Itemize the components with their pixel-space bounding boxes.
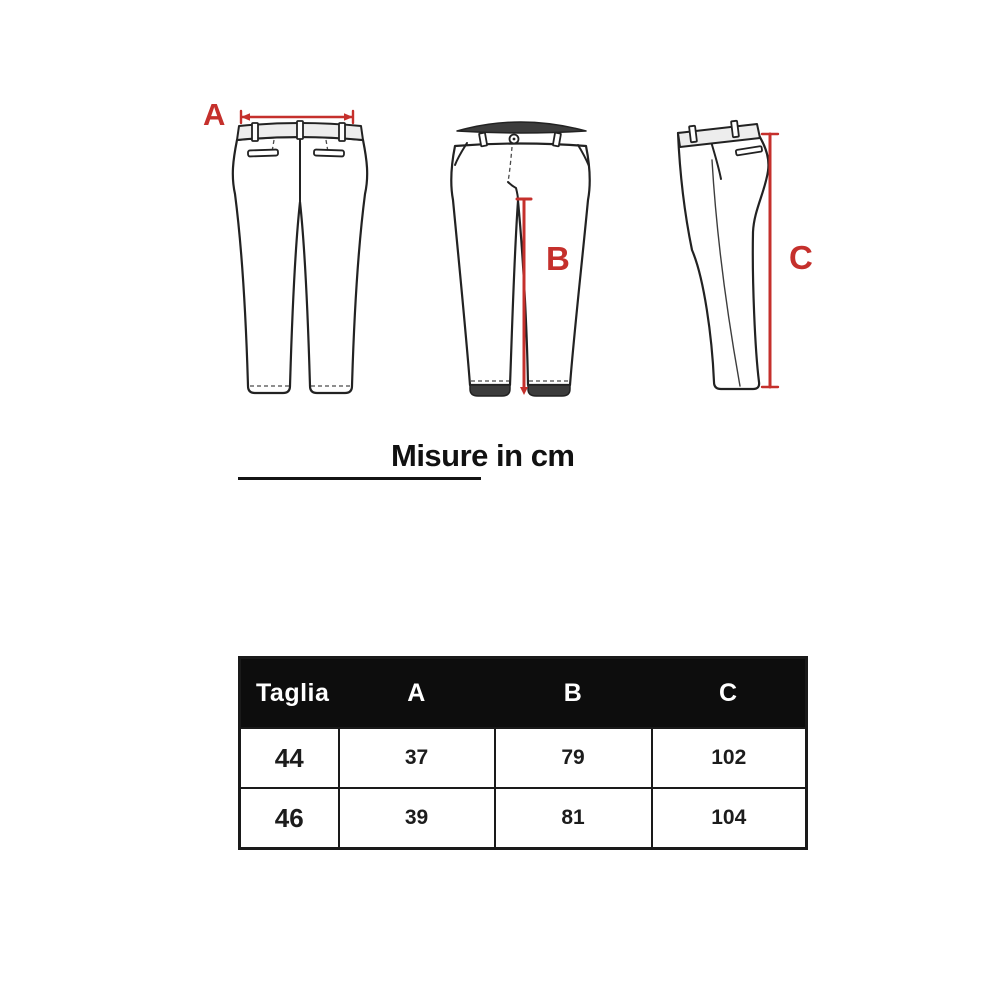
- size-table-header-taglia: Taglia: [240, 658, 339, 729]
- size-table: [238, 656, 808, 850]
- size-cell-taglia: 46: [240, 788, 339, 849]
- measurement-label-a: A: [203, 97, 225, 132]
- size-table-header-b: B: [495, 658, 652, 729]
- pants-back-view-drawing: [228, 98, 376, 403]
- measurement-label-c: C: [789, 239, 812, 276]
- size-table-header-row: [240, 658, 807, 729]
- size-table-row-46: [240, 788, 807, 849]
- size-cell-a: 37: [339, 728, 495, 788]
- size-cell-b: 81: [495, 788, 652, 849]
- size-cell-c: 104: [652, 788, 807, 849]
- size-cell-c: 102: [652, 728, 807, 788]
- size-cell-taglia: 44: [240, 728, 339, 788]
- size-table-row-44: [240, 728, 807, 788]
- pants-front-view-drawing: [450, 98, 600, 403]
- size-table-header-c: C: [652, 658, 807, 729]
- size-cell-b: 79: [495, 728, 652, 788]
- measurement-label-b: B: [546, 240, 569, 277]
- caption-misure-in-cm: Misure in cm: [391, 438, 575, 473]
- size-table-header-a: A: [339, 658, 495, 729]
- size-cell-a: 39: [339, 788, 495, 849]
- caption-underline: [238, 477, 481, 480]
